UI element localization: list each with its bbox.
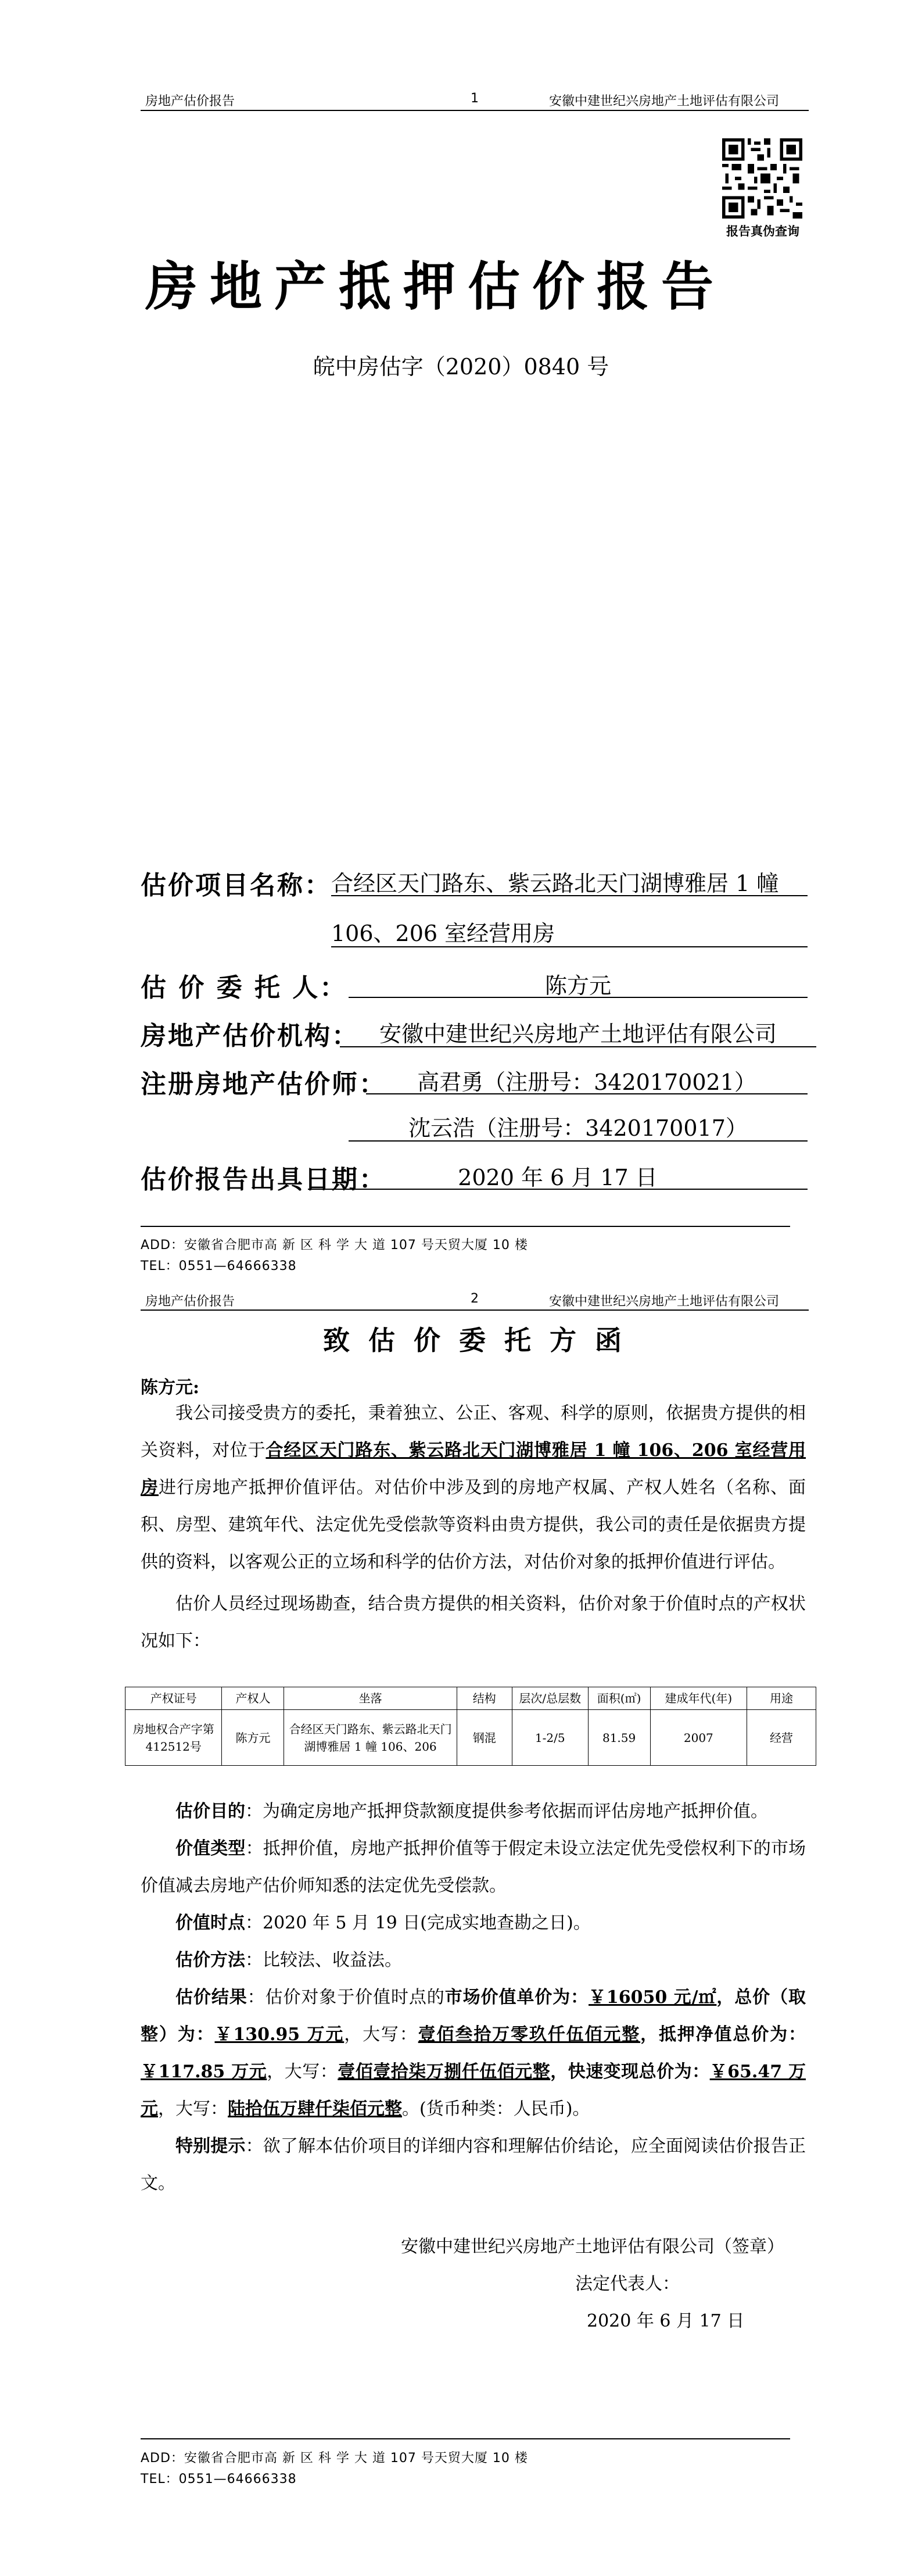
appraiser-underline-1 [366,1093,808,1094]
result-text: ，大写： [267,2062,338,2082]
appraiser-label: 注册房地产估价师： [141,1069,386,1099]
result-text: ，大写： [344,2024,418,2045]
purpose-label: 估价目的 [175,1801,245,1822]
result-text: ，抵押净值总价为： [640,2024,806,2045]
appraiser-1: 高君勇（注册号：3420170021） [417,1069,756,1095]
signature-company: 安徽中建世纪兴房地产土地评估有限公司（签章） [401,2237,784,2257]
appraiser-2: 沈云浩（注册号：3420170017） [408,1115,748,1141]
table-cell: 1-2/5 [512,1710,588,1766]
value-type-text: ：抵押价值，房地产抵押价值等于假定未设立法定优先受偿权利下的市场价值减去房地产估价师知悉的法定优先受偿款。 [141,1838,806,1896]
header-left: 房地产估价报告 [145,1294,235,1309]
table-cell: 陈方元 [222,1710,284,1766]
client-label: 估 价 委 托 人： [141,973,347,1003]
footer-address: ADD：安徽省合肥市高 新 区 科 学 大 道 107 号天贸大厦 10 楼 [141,2451,528,2466]
table-cell: 房地权合产字第412512号 [125,1710,222,1766]
intro-text-c: 进行房地产抵押价值评估。对估价中涉及到的房地产权属、产权人姓名（名称、面积、房型、建筑年代、法定优先受偿款等资料由贵方提供，我公司的责任是依据贵方提供的资料，以客观公正的立场和科学的估价方法，对估价对象的抵押价值进行评估。 [141,1477,806,1572]
footer-rule [141,2438,790,2439]
result-text: 市场价值单价为： [444,1987,589,2008]
result-text: ：估价对象于价值时点的 [247,1987,445,2008]
footer-tel: TEL：0551—64666338 [141,1259,297,1273]
report-number: 皖中房估字（2020）0840 号 [313,354,609,380]
method-paragraph [141,1942,806,1979]
header-left: 房地产估价报告 [145,94,235,109]
table-cell: 2007 [650,1710,747,1766]
table-header-cell: 产权人 [222,1687,284,1710]
report-title: 房地产抵押估价报告 [145,256,726,317]
value-date-label: 价值时点 [175,1913,245,1933]
result-text: 。(货币种类：人民币)。 [402,2099,590,2119]
agency-underline [340,1046,816,1047]
header-rule [141,1310,809,1311]
method-label: 估价方法 [175,1950,245,1970]
result-label: 估价结果 [175,1987,247,2008]
table-header-cell: 层次/总层数 [512,1687,588,1710]
header-right: 安徽中建世纪兴房地产土地评估有限公司 [549,94,780,109]
footer-address: ADD：安徽省合肥市高 新 区 科 学 大 道 107 号天贸大厦 10 楼 [141,1238,528,1253]
table-header-row [125,1687,816,1710]
notice-paragraph [141,2128,806,2202]
property-table [125,1687,816,1766]
date-underline [308,1189,808,1190]
qr-caption: 报告真伪查询 [726,224,799,238]
project-label: 估价项目名称： [141,871,332,900]
header-page-number: 2 [471,1291,479,1306]
header-right: 安徽中建世纪兴房地产土地评估有限公司 [549,1294,780,1309]
table-header-cell: 坐落 [284,1687,457,1710]
result-text: ，总价（取整）为： [141,1987,806,2045]
project-value-line2: 106、206 室经营用房 [331,921,555,946]
value-date-text: ：2020 年 5 月 19 日(完成实地查勘之日)。 [245,1913,591,1933]
value-date-paragraph [141,1905,806,1942]
result-text: ，大写： [158,2099,228,2119]
footer-rule [141,1226,790,1227]
appraiser-underline-2 [349,1140,808,1142]
project-underline-1 [331,895,808,896]
notice-label: 特别提示 [175,2136,246,2156]
table-cell: 钢混 [457,1710,512,1766]
table-cell: 81.59 [588,1710,650,1766]
table-header-cell: 结构 [457,1687,512,1710]
purpose-paragraph [141,1793,806,1830]
letter-title: 致 估 价 委 托 方 函 [322,1325,627,1356]
unit-price: ￥16050 元/㎡ [589,1987,717,2008]
table-header-cell: 面积(㎡) [588,1687,650,1710]
result-paragraph [141,1979,806,2128]
table-cell: 合经区天门路东、紫云路北天门湖博雅居 1 幢 106、206 [284,1710,457,1766]
footer-tel: TEL：0551—64666338 [141,2472,297,2486]
property-status-intro: 估价人员经过现场勘查，结合贵方提供的相关资料，估价对象于价值时点的产权状况如下： [141,1594,806,1651]
intro-paragraph [141,1395,806,1660]
net-mortgage-value-words: 壹佰壹拾柒万捌仟伍佰元整 [338,2062,551,2082]
date-label: 估价报告出具日期： [141,1165,386,1194]
signature-representative: 法定代表人： [575,2274,680,2294]
table-header-cell: 用途 [747,1687,816,1710]
value-type-label: 价值类型 [175,1838,246,1859]
project-value-line1: 合经区天门路东、紫云路北天门湖博雅居 1 幢 [331,871,779,896]
appraisal-details [141,1793,806,2202]
purpose-text: ：为确定房地产抵押贷款额度提供参考依据而评估房地产抵押价值。 [245,1801,768,1822]
client-underline [349,997,808,998]
notice-text: ：欲了解本估价项目的详细内容和理解估价结论，应全面阅读估价报告正文。 [141,2136,806,2194]
signature-date: 2020 年 6 月 17 日 [587,2311,745,2331]
agency-label: 房地产估价机构： [141,1021,359,1051]
qr-code-icon[interactable] [722,138,802,219]
header-page-number: 1 [471,91,479,106]
header-rule [141,110,809,111]
property-location: 合经区天门路东、紫云路北天门湖博雅居 1 幢 106、206 室经营用房 [141,1440,806,1498]
table-header-cell: 建成年代(年) [650,1687,747,1710]
agency-value: 安徽中建世纪兴房地产土地评估有限公司 [379,1021,777,1047]
date-value: 2020 年 6 月 17 日 [458,1165,658,1190]
quick-sale-value-words: 陆拾伍万肆仟柒佰元整 [228,2099,402,2119]
salutation: 陈方元: [141,1378,200,1398]
net-mortgage-value: ￥117.85 万元 [141,2062,267,2082]
value-type-paragraph [141,1830,806,1905]
client-value: 陈方元 [544,973,611,999]
intro-text-a: 我公司接受贵方的委托，秉着独立、公正、客观、科学的原则，依据贵方提供的相关资料，对位于 [141,1403,806,1461]
total-price: ￥130.95 万元 [214,2024,345,2045]
quick-sale-value: ￥65.47 万元 [141,2062,806,2119]
table-header-cell: 产权证号 [125,1687,222,1710]
result-text: ，快速变现总价为： [550,2062,710,2082]
project-underline-2 [331,946,808,947]
table-row [125,1710,816,1766]
table-cell: 经营 [747,1710,816,1766]
method-text: ：比较法、收益法。 [245,1950,402,1970]
total-price-words: 壹佰叁拾万零玖仟伍佰元整 [418,2024,641,2045]
